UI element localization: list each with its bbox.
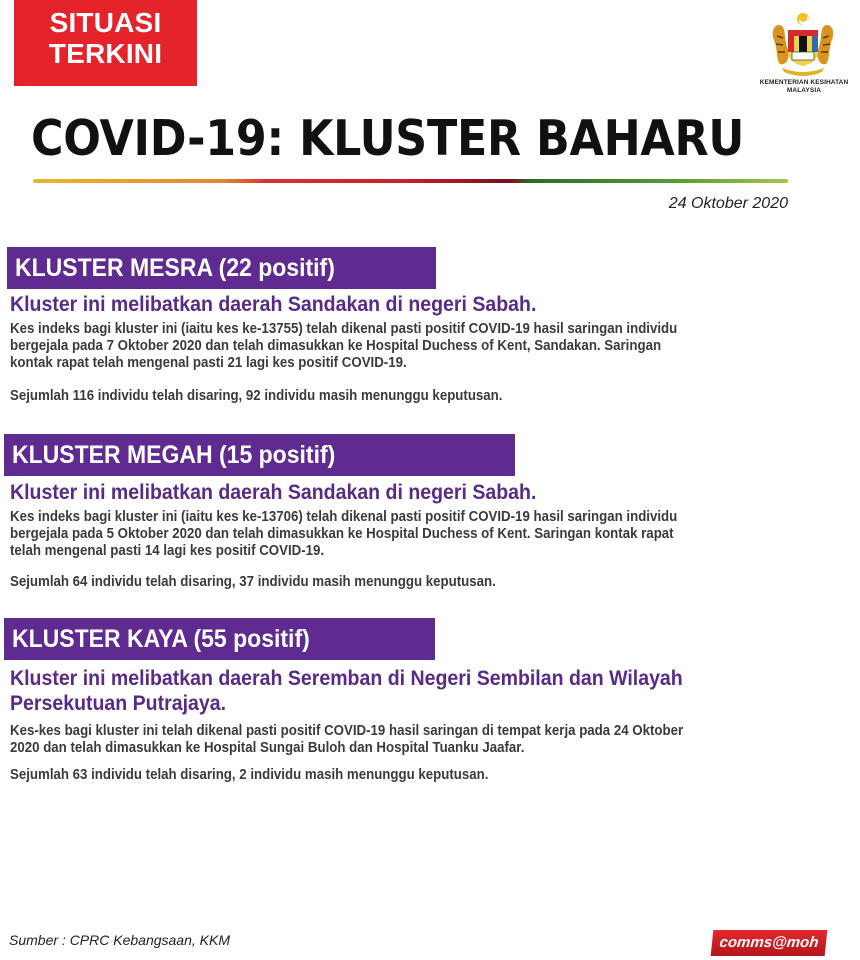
ministry-line-2: MALAYSIA [786,87,822,94]
report-date: 24 Oktober 2020 [668,195,788,212]
description-line: telah mengenal pasti 14 lagi kes positif COVID-19. [10,543,325,559]
screening-line: Sejumlah 63 individu telah disaring, 2 individu masih menunggu keputusan. [10,767,489,783]
screening-line: Sejumlah 64 individu telah disaring, 37 individu masih menunggu keputusan. [10,574,496,590]
comms-moh-tag: comms@moh [711,930,828,956]
cluster-heading-text: KLUSTER MEGAH (15 positif) [12,441,336,469]
tricolor-divider [33,179,788,183]
cluster-screening-megah [10,574,845,591]
coat-of-arms-icon [768,10,838,80]
cluster-location-line: Kluster ini melibatkan daerah Seremban di Negeri Sembilan dan Wilayah [10,667,683,690]
cluster-heading-text: KLUSTER KAYA (55 positif) [12,625,310,653]
ministry-label [752,79,856,95]
situasi-terkini-badge [14,0,197,86]
screening-line: Sejumlah 116 individu telah disaring, 92 individu masih menunggu keputusan. [10,388,503,404]
cluster-heading-kaya [4,618,435,660]
cluster-description-megah [10,509,845,560]
cluster-location-megah [10,480,840,505]
cluster-screening-mesra [10,388,845,405]
description-line: Kes indeks bagi kluster ini (iaitu kes ke-13706) telah dikenal pasti positif COVID-19 hasil saringan individu [10,509,678,525]
cluster-description-mesra [10,321,845,372]
cluster-location-line: Kluster ini melibatkan daerah Sandakan di negeri Sabah. [10,481,537,504]
description-line: bergejala pada 7 Oktober 2020 dan telah dimasukkan ke Hospital Duchess of Kent, Sandakan. Saringan [10,338,662,354]
cluster-heading-megah [4,434,515,476]
cluster-description-kaya [10,723,845,757]
cluster-heading-text: KLUSTER MESRA (22 positif) [15,254,335,282]
page-title: COVID-19: KLUSTER BAHARU [31,110,745,167]
cluster-location-line: Persekutuan Putrajaya. [10,692,227,715]
description-line: Kes-kes bagi kluster ini telah dikenal pasti positif COVID-19 hasil saringan di tempat kerja pada 24 Oktober [10,723,684,739]
cluster-heading-mesra [7,247,436,289]
cluster-location-mesra [10,292,840,317]
description-line: kontak rapat telah mengenal pasti 21 lagi kes positif COVID-19. [10,355,407,371]
description-line: Kes indeks bagi kluster ini (iaitu kes ke-13755) telah dikenal pasti positif COVID-19 hasil saringan individu [10,321,678,337]
cluster-screening-kaya [10,767,845,784]
badge-line-2: TERKINI [48,38,163,69]
source-credit: Sumber : CPRC Kebangsaan, KKM [9,932,230,948]
badge-line-1: SITUASI [49,7,162,38]
cluster-location-line: Kluster ini melibatkan daerah Sandakan di negeri Sabah. [10,293,537,316]
ministry-line-1: KEMENTERIAN KESIHATAN [759,79,849,86]
cluster-location-kaya [10,666,840,716]
description-line: 2020 dan telah dimasukkan ke Hospital Sungai Buloh dan Hospital Tuanku Jaafar. [10,740,525,756]
description-line: bergejala pada 5 Oktober 2020 dan telah dimasukkan ke Hospital Duchess of Kent. Saringan kontak rapat [10,526,674,542]
